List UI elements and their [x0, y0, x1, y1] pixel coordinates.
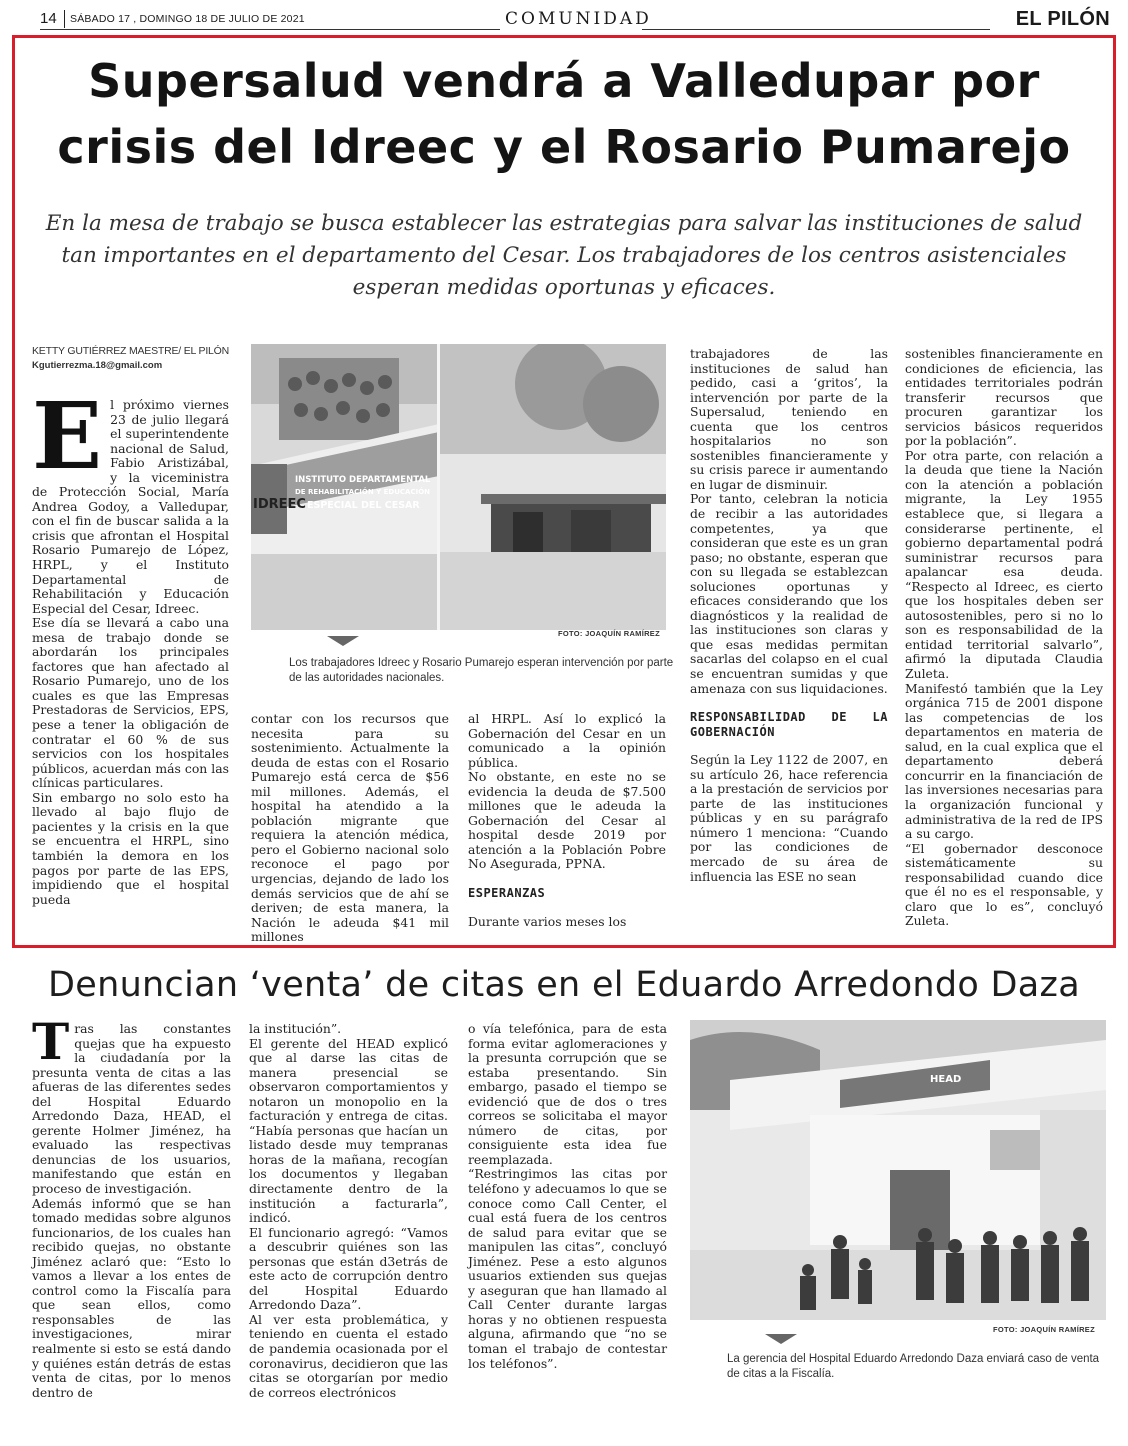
article1-byline: KETTY GUTIÉRREZ MAESTRE/ EL PILÓN — [32, 345, 230, 357]
article1-subheading-esperanzas: ESPERANZAS — [468, 886, 546, 901]
article2-column-2 — [249, 1022, 448, 1400]
article2-photo-caption: La gerencia del Hospital Eduardo Arredondo Daza enviará caso de venta de citas a la Fiscalía. — [727, 1353, 1100, 1380]
article2-paragraph: ras las constantes quejas que ha expuesto la ciudadanía por la presunta venta de citas a las afueras de las diferentes sedes del Hospital Eduardo Arredondo Daza, HEAD, el gerente Holmer Jiménez, ha evaluado las respectivas denuncias de los usuarios, manifestando que están en proceso de investigación. — [32, 1021, 231, 1197]
article1-author-email[interactable]: Kgutierrezma.18@gmail.com — [32, 360, 163, 371]
section-name: COMUNIDAD — [505, 9, 652, 29]
article1-photo — [251, 344, 666, 630]
article2-paragraph: El funcionario agregó: “Vamos a descubrir quiénes son las personas que están d3etrás de este acto de corrupción dentro del Hospital Eduardo Arredondo Daza”. — [249, 1224, 448, 1313]
article1-subheading-responsabilidad: RESPONSABILIDAD DE LA GOBERNACIÓN — [690, 710, 888, 739]
article1-paragraph: Según la Ley 1122 de 2007, en su artículo 26, hace referencia a la prestación de servicios por parte de las instituciones públicas y en su parágrafo número 1 menciona: “Cuando por las condiciones de mercado de su área de influencia las ESE no sean — [690, 752, 888, 884]
masthead-divider — [64, 10, 65, 28]
article1-paragraph: No obstante, en este no se evidencia la deuda de $7.500 millones que le adeuda la Gobernación del Cesar al hospital desde 2019 por atención a la Población Pobre No Asegurada, PPNA. — [468, 769, 666, 872]
article2-photo-credit: FOTO: JOAQUÍN RAMÍREZ — [993, 1325, 1095, 1334]
article1-paragraph: al HRPL. Así lo explicó la Gobernación del Cesar en un comunicado a la opinión pública. — [468, 711, 666, 770]
article1-paragraph: Manifestó también que la Ley orgánica 715 de 2001 dispone las competencias de los departamentos en materia de salud, en la cual explica que el departamento deberá concurrir en la financiación de las inversiones necesarias para la organización funcional y administrativa de la red de IPS a su cargo. — [905, 680, 1103, 842]
article1-paragraph: Ese día se llevará a cabo una mesa de trabajo donde se abordarán los principales factores que han afectado al Rosario Pumarejo, uno de los cuales es que las Empresas Prestadoras de Servicios, EPS, pese a tener la obligación de contratar el 60 % de sus servicios con los hospitales públicos, acuerdan más con las clínicas particulares. — [32, 615, 229, 791]
article1-subhead: En la mesa de trabajo se busca establecer las estrategias para salvar las instituciones de salud tan importantes en el departamento del Cesar. Los trabajadores de los centros asistenciales esperan medidas oportunas y eficaces. — [45, 211, 1083, 300]
article1-paragraph: Por tanto, celebran la noticia de recibir a las autoridades competentes, ya que consideran que este es un gran paso; no obstante, esperan que con su llegada se establezcan soluciones oportunas y eficaces considerando que los diagnósticos y la realidad de las instituciones son claras y que esas medidas permitan sacarlas del colapso en el cual se encuentran sumidas y que amenaza con sus liquidaciones. — [690, 491, 888, 696]
article2-photo — [690, 1020, 1106, 1320]
paragraph-spacer — [690, 739, 888, 753]
article2-paragraph: Además informó que se han tomado medidas sobre algunos funcionarios, de los cuales han recibido quejas, no obstante Jiménez aclaró que: “Esto lo vamos a llevar a los entes de control como la Fiscalía para que sean ellos, como responsables de las investigaciones, mirar realmente si esto se está dando y quiénes están detrás de estas venta de citas, por lo menos dentro de — [32, 1195, 231, 1400]
article1-column-3 — [468, 712, 666, 929]
idreec-building-image — [251, 344, 666, 630]
article1-paragraph: trabajadores de las instituciones de salud han pedido, casi a ‘gritos’, la intervención por parte de la Supersalud, teniendo en cuenta que los centros hospitalarios no son sostenibles financieramente y su crisis parece ir aumentando en lugar de disminuir. — [690, 346, 888, 492]
article1-column-1 — [32, 382, 229, 907]
article2-column-3 — [468, 1022, 667, 1371]
caption-pointer-icon — [327, 636, 359, 646]
issue-date: SÁBADO 17 , DOMINGO 18 DE JULIO DE 2021 — [70, 13, 305, 25]
sign-short: IDREEC — [253, 497, 306, 512]
masthead-rule-right — [642, 29, 990, 30]
article1-paragraph: “El gobernador desconoce sistemáticamente su responsabilidad cuando dice que él no es el responsable, y claro que lo es”, concluyó Zuleta. — [905, 840, 1103, 929]
paragraph-spacer — [468, 872, 666, 886]
article1-paragraph: Sin embargo no solo esto ha llevado al bajo flujo de pacientes y la crisis en la que se encuentra el HRPL, sino también la demora en los pagos por parte de las EPS, impidiendo que el hospital pueda — [32, 789, 229, 907]
hospital-queue-image — [690, 1020, 1106, 1320]
article1-column-4 — [690, 347, 888, 884]
article1-column-5 — [905, 347, 1103, 929]
article2-paragraph: El gerente del HEAD explicó que al darse las citas de manera presencial se observaron comportamientos y notaron un monopolio en la facturación y entrega de citas. “Había personas que hacían un listado desde muy tempranas horas de la mañana, recogían los documentos y llegaban directamente dentro de la institución a facturarla”, indicó. — [249, 1035, 448, 1226]
sign-line-1: INSTITUTO DEPARTAMENTAL — [295, 475, 431, 485]
article2-headline: Denuncian ‘venta’ de citas en el Eduardo Arredondo Daza — [48, 965, 1080, 1005]
article1-paragraph: Por otra parte, con relación a la deuda que tiene la Nación con la atención a población migrante, la Ley 1955 establece que, si llegara a considerarse pertinente, el gobierno departamental podrá suministrar recursos para apalancar esa deuda. “Respecto al Idreec, es cierto que los hospitales deben ser autosostenibles, pero si no lo son es responsabilidad de la entidad territorial salvarlo”, afirmó la diputada Claudia Zuleta. — [905, 447, 1103, 682]
article2-paragraph: o vía telefónica, para de esta forma evitar aglomeraciones y la presunta corrupción que se estaba presentando. Sin embargo, pasado el tiempo se evidenció que de dos o tres correos se solicitaba el mayor número de citas, por consiguiente esta idea fue reemplazada. — [468, 1021, 667, 1167]
photo-sign-head: HEAD — [930, 1074, 962, 1085]
paragraph-spacer — [690, 696, 888, 710]
caption-pointer-icon — [765, 1334, 797, 1344]
article1-photo-credit: FOTO: JOAQUÍN RAMÍREZ — [558, 629, 660, 638]
article2-paragraph: “Restringimos las citas por teléfono y adecuamos lo que se conoce como Call Center, el cual está fuera de los centros de salud para evitar que se manipulen las citas”, concluyó Jiménez. Pese a esto algunos usuarios extienden sus quejas y aseguran que han llamado al Call Center durante largas horas y no obtienen respuesta alguna, afirmando que “no se toman el trabajo de contestar los teléfonos”. — [468, 1166, 667, 1371]
article1-photo-caption: Los trabajadores Idreec y Rosario Pumarejo esperan intervención por parte de las autoridades nacionales. — [289, 657, 674, 684]
paragraph-spacer — [468, 901, 666, 915]
article1-headline: Supersalud vendrá a Valledupar por crisis del Idreec y el Rosario Pumarejo — [57, 54, 1071, 174]
article2-paragraph: Al ver esta problemática, y teniendo en cuenta el estado de pandemia ocasionada por el coronavirus, decidieron que las citas se otorgarían por medio de correos electrónicos — [249, 1311, 448, 1400]
sign-line-3: ESPECIAL DEL CESAR — [307, 500, 420, 511]
article1-column-2 — [251, 712, 449, 945]
article1-paragraph: contar con los recursos que necesita para su sostenimiento. Actualmente la deuda de estas con el Rosario Pumarejo está cerca de $56 mil millones. Además, el hospital ha atendido a la población migrante que requiera la atención médica, pero el Gobierno nacional solo reconoce el pago por urgencias, dejando de lado los demás servicios que de ahí se deriven; de esta manera, la Nación le adeuda $41 mil millones — [251, 711, 449, 945]
article1-paragraph: sostenibles financieramente en condiciones de eficiencia, las entidades territoriales podrán transferir recursos que procuren garantizar los servicios básicos requeridos por la población”. — [905, 346, 1103, 449]
article2-column-1 — [32, 1012, 231, 1400]
article2-dropcap: T — [32, 1012, 70, 1071]
article1-paragraph: l próximo viernes 23 de julio llegará el superintendente nacional de Salud, Fabio Aristizábal, y la viceministra de Protección Social, María Andrea Godoy, a Valledupar, con el fin de buscar salida a la crisis que afrontan el Hospital Rosario Pumarejo de López, HRPL, y el Instituto Departamental de Rehabilitación y Educación Especial del Cesar, Idreec. — [32, 397, 229, 616]
article1-dropcap: E — [32, 382, 103, 490]
page-number: 14 — [40, 10, 57, 27]
masthead-rule-left — [40, 29, 500, 30]
article1-paragraph: Durante varios meses los — [468, 913, 627, 929]
newspaper-logo: EL PILÓN — [1015, 8, 1110, 30]
sign-line-2: DE REHABILITACIÓN Y EDUCACIÓN — [295, 488, 431, 496]
article2-paragraph: la institución”. — [249, 1021, 342, 1036]
